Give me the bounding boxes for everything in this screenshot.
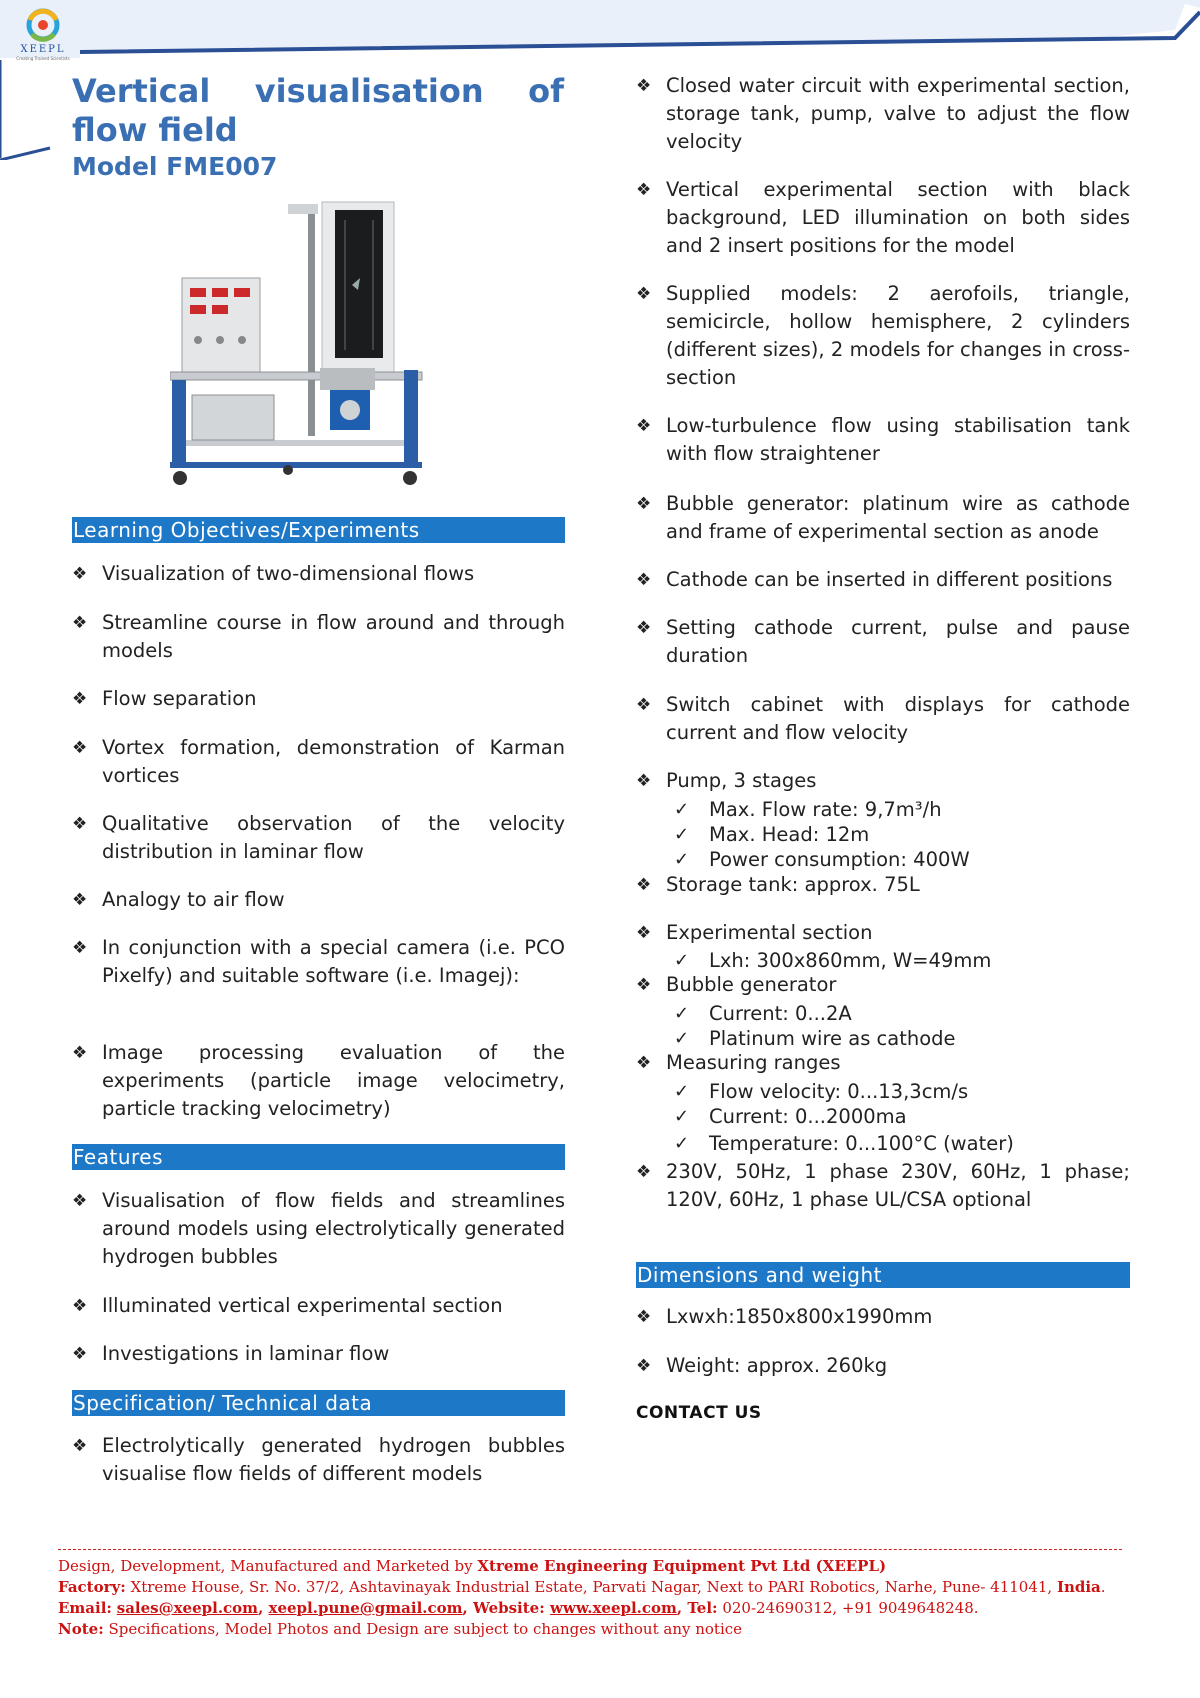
list-item: ❖ Supplied models: 2 aerofoils, triangle, semicircle, hollow hemisphere, 2 cylinders (different sizes), 2 models for changes in cross-section xyxy=(636,282,1130,389)
footer xyxy=(58,1556,1138,1640)
diamond-bullet-icon: ❖ xyxy=(636,618,652,638)
right-column xyxy=(636,0,1130,1500)
sub-item: ✓ Flow velocity: 0...13,3cm/s xyxy=(674,1080,969,1103)
diamond-bullet-icon: ❖ xyxy=(636,1162,652,1182)
diamond-bullet-icon: ❖ xyxy=(72,1043,88,1063)
email-link-sales[interactable]: sales@xeepl.com xyxy=(116,1599,259,1617)
diamond-bullet-icon: ❖ xyxy=(636,1356,652,1376)
list-item: ❖ Cathode can be inserted in different positions xyxy=(636,566,1130,594)
footer-line-2: Factory: Xtreme House, Sr. No. 37/2, Ashtavinayak Industrial Estate, Parvati Nagar, Next to PARI Robotics, Narhe, Pune- 411041, India. xyxy=(58,1578,1106,1596)
list-item: ❖ Bubble generator: platinum wire as cathode and frame of experimental section as anode xyxy=(636,492,1130,543)
list-item: ❖ Weight: approx. 260kg xyxy=(636,1352,1130,1380)
list-item: ❖ Setting cathode current, pulse and pause duration xyxy=(636,616,1130,667)
list-item: ❖ Vortex formation, demonstration of Karman vortices xyxy=(72,736,565,787)
list-item-pump: ❖ Pump, 3 stages xyxy=(636,767,1130,795)
list-item: ❖ Visualisation of flow fields and streamlines around models using electrolytically generated hydrogen bubbles xyxy=(72,1189,565,1268)
check-icon: ✓ xyxy=(674,1081,690,1102)
diamond-bullet-icon: ❖ xyxy=(72,1296,88,1316)
diamond-bullet-icon: ❖ xyxy=(72,938,88,958)
logo-tagline: Creating Trained Scientists xyxy=(16,56,70,61)
diamond-bullet-icon: ❖ xyxy=(636,695,652,715)
list-item: ❖ Low-turbulence flow using stabilisation tank with flow straightener xyxy=(636,414,1130,465)
section-learning-objectives: Learning Objectives/Experiments xyxy=(72,517,565,543)
sub-item: ✓ Lxh: 300x860mm, W=49mm xyxy=(674,949,992,972)
list-item: ❖ Flow separation xyxy=(72,685,565,713)
diamond-bullet-icon: ❖ xyxy=(636,923,652,943)
contact-us-heading: CONTACT US xyxy=(636,1403,762,1423)
company-logo xyxy=(8,6,78,61)
footer-line-4: Note: Specifications, Model Photos and Design are subject to changes without any notice xyxy=(58,1620,743,1638)
list-item: ❖ Image processing evaluation of the experiments (particle image velocimetry, particle tracking velocimetry) xyxy=(72,1041,565,1120)
diamond-bullet-icon: ❖ xyxy=(636,1053,652,1073)
sub-item: ✓ Power consumption: 400W xyxy=(674,848,970,871)
check-icon: ✓ xyxy=(674,824,690,845)
diamond-bullet-icon: ❖ xyxy=(636,416,652,436)
diamond-bullet-icon: ❖ xyxy=(636,180,652,200)
check-icon: ✓ xyxy=(674,1028,690,1049)
footer-divider xyxy=(58,1549,1122,1550)
diamond-bullet-icon: ❖ xyxy=(72,613,88,633)
sub-item: ✓ Current: 0...2A xyxy=(674,1002,852,1025)
list-item-power: ❖ 230V, 50Hz, 1 phase 230V, 60Hz, 1 phase; 120V, 60Hz, 1 phase UL/CSA optional xyxy=(636,1160,1130,1211)
footer-line-3: Email: sales@xeepl.com, xeepl.pune@gmail.com, Website: www.xeepl.com, Tel: 020-24690312, +91 9049648248. xyxy=(58,1599,979,1617)
diamond-bullet-icon: ❖ xyxy=(636,875,652,895)
diamond-bullet-icon: ❖ xyxy=(72,1191,88,1211)
diamond-bullet-icon: ❖ xyxy=(72,564,88,584)
list-item: ❖ Analogy to air flow xyxy=(72,886,565,914)
diamond-bullet-icon: ❖ xyxy=(636,771,652,791)
sub-item: ✓ Temperature: 0...100°C (water) xyxy=(674,1132,1014,1155)
model-number: Model FME007 xyxy=(72,152,278,181)
list-item-measuring-ranges: ❖ Measuring ranges xyxy=(636,1049,1130,1077)
sub-item: ✓ Max. Flow rate: 9,7m³/h xyxy=(674,798,942,821)
diamond-bullet-icon: ❖ xyxy=(72,689,88,709)
website-link[interactable]: www.xeepl.com xyxy=(550,1599,677,1617)
check-icon: ✓ xyxy=(674,1003,690,1024)
list-item: ❖ Qualitative observation of the velocity distribution in laminar flow xyxy=(72,812,565,863)
diamond-bullet-icon: ❖ xyxy=(72,814,88,834)
logo-text: XEEPL xyxy=(20,44,66,55)
list-item: ❖ In conjunction with a special camera (i.e. PCO Pixelfy) and suitable software (i.e. Imagej): xyxy=(72,936,565,987)
list-item: ❖ Visualization of two-dimensional flows xyxy=(72,560,565,588)
check-icon: ✓ xyxy=(674,849,690,870)
list-item: ❖ Investigations in laminar flow xyxy=(72,1340,565,1368)
list-item-bubble-generator: ❖ Bubble generator xyxy=(636,971,1130,999)
list-item: ❖ Vertical experimental section with black background, LED illumination on both sides and 2 insert positions for the model xyxy=(636,178,1130,257)
list-item: ❖ Streamline course in flow around and through models xyxy=(72,611,565,662)
diamond-bullet-icon: ❖ xyxy=(72,1344,88,1364)
left-column xyxy=(72,0,565,1500)
email-link-pune[interactable]: xeepl.pune@gmail.com xyxy=(268,1599,463,1617)
footer-line-1: Design, Development, Manufactured and Marketed by Xtreme Engineering Equipment Pvt Ltd (XEEPL) xyxy=(58,1557,887,1575)
section-dimensions: Dimensions and weight xyxy=(636,1262,1130,1288)
diamond-bullet-icon: ❖ xyxy=(636,975,652,995)
list-item: ❖ Closed water circuit with experimental section, storage tank, pump, valve to adjust the flow velocity xyxy=(636,74,1130,153)
list-item-experimental-section: ❖ Experimental section xyxy=(636,919,1130,947)
check-icon: ✓ xyxy=(674,1106,690,1127)
list-item: ❖ Illuminated vertical experimental section xyxy=(72,1292,565,1320)
sub-item: ✓ Platinum wire as cathode xyxy=(674,1027,956,1050)
sub-item: ✓ Current: 0...2000ma xyxy=(674,1105,907,1128)
section-features: Features xyxy=(72,1144,565,1170)
list-item-storage: ❖ Storage tank: approx. 75L xyxy=(636,871,1130,899)
diamond-bullet-icon: ❖ xyxy=(636,284,652,304)
check-icon: ✓ xyxy=(674,799,690,820)
diamond-bullet-icon: ❖ xyxy=(72,890,88,910)
check-icon: ✓ xyxy=(674,950,690,971)
section-specification: Specification/ Technical data xyxy=(72,1390,565,1416)
diamond-bullet-icon: ❖ xyxy=(636,76,652,96)
list-item: ❖ Lxwxh:1850x800x1990mm xyxy=(636,1303,1130,1331)
check-icon: ✓ xyxy=(674,1133,690,1154)
diamond-bullet-icon: ❖ xyxy=(636,1307,652,1327)
sub-item: ✓ Max. Head: 12m xyxy=(674,823,870,846)
diamond-bullet-icon: ❖ xyxy=(636,494,652,514)
title-line-2: flow field xyxy=(72,111,238,149)
diamond-bullet-icon: ❖ xyxy=(636,570,652,590)
diamond-bullet-icon: ❖ xyxy=(72,738,88,758)
list-item: ❖ Electrolytically generated hydrogen bubbles visualise flow fields of different models xyxy=(72,1434,565,1485)
title-line-1: Vertical visualisation of xyxy=(72,72,564,110)
list-item: ❖ Switch cabinet with displays for cathode current and flow velocity xyxy=(636,693,1130,744)
diamond-bullet-icon: ❖ xyxy=(72,1436,88,1456)
